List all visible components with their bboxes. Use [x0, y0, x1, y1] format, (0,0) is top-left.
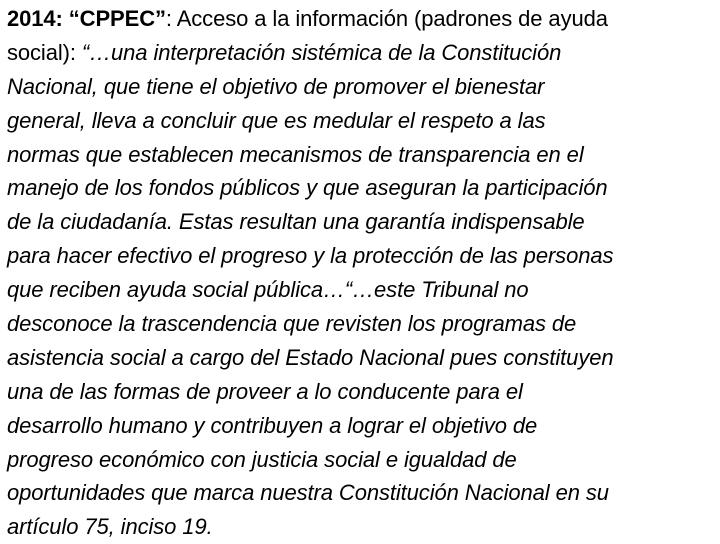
quote-start: “…una interpretación sistémica de la Constitución [81, 39, 562, 65]
quote-line: manejo de los fondos públicos y que aseguran la participación [7, 175, 608, 201]
line-1 [7, 2, 715, 36]
heading-description-end: social): [7, 39, 82, 65]
quote-line: progreso económico con justicia social e igualdad de [7, 446, 517, 472]
quote-line: general, lleva a concluir que es medular el respeto a las [7, 107, 546, 133]
quote-line: desconoce la trascendencia que revisten los programas de [7, 311, 577, 337]
quote-line: para hacer efectivo el progreso y la protección de las personas [7, 243, 614, 269]
quote-line: normas que establecen mecanismos de transparencia en el [7, 141, 584, 167]
quote-line: desarrollo humano y contribuyen a lograr el objetivo de [7, 412, 538, 438]
quote-line: de la ciudadanía. Estas resultan una garantía indispensable [7, 209, 585, 235]
heading-year-label: 2014: “CPPEC” [7, 6, 166, 31]
line-2 [7, 36, 715, 70]
quote-text-block [7, 2, 715, 544]
quote-line: asistencia social a cargo del Estado Nacional pues constituyen [7, 344, 614, 370]
quote-line: una de las formas de proveer a lo conducente para el [7, 378, 523, 404]
quote-line: que reciben ayuda social pública…“…este Tribunal no [7, 277, 529, 303]
quote-line: artículo 75, inciso 19. [7, 514, 213, 540]
heading-description: : Acceso a la información (padrones de ayuda [165, 6, 608, 31]
quote-line: oportunidades que marca nuestra Constitución Nacional en su [7, 480, 609, 506]
quote-line: Nacional, que tiene el objetivo de promover el bienestar [7, 73, 545, 99]
